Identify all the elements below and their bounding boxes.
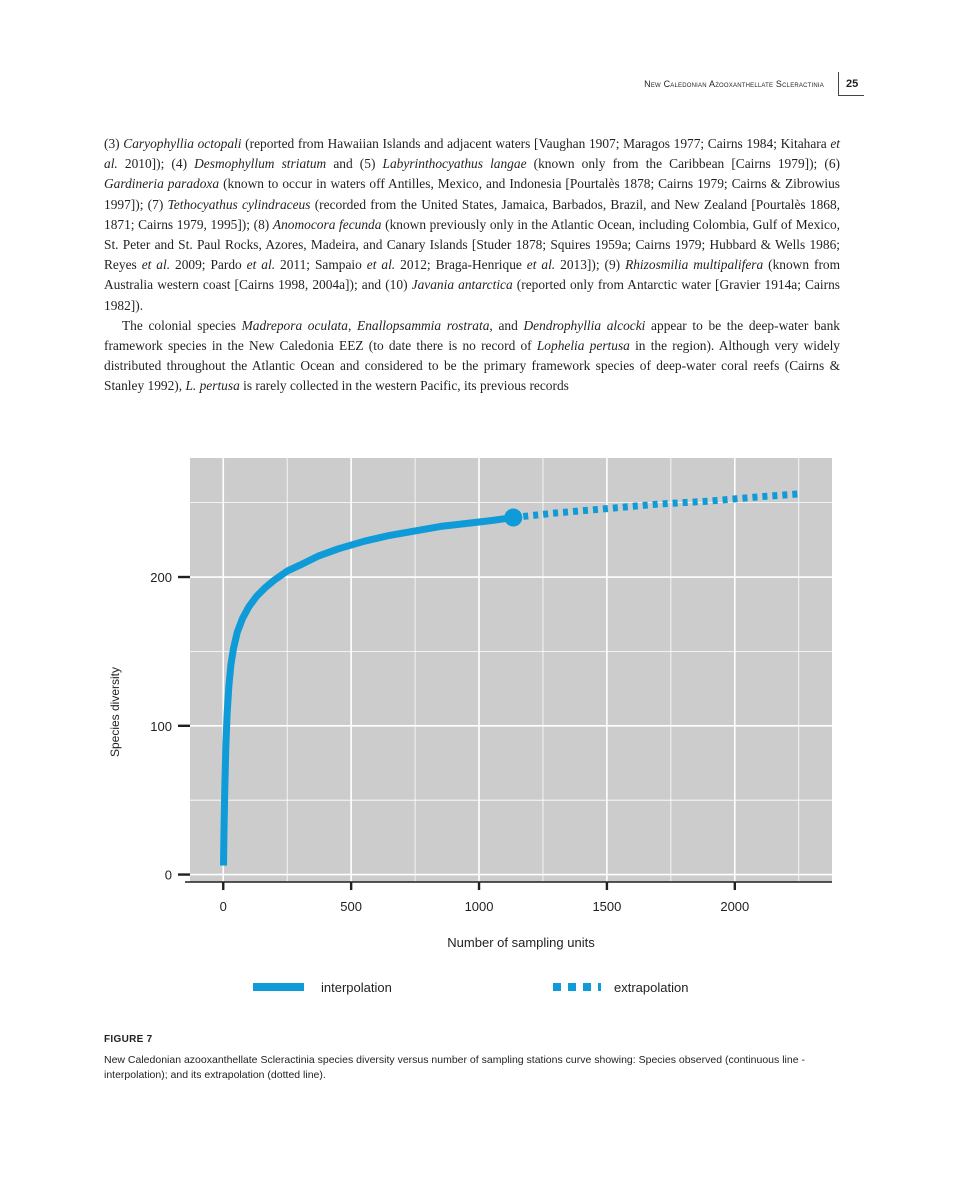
text-run: (reported from Hawaiian Islands and adjacent waters [Vaughan 1907; Maragos 1977; Cairns 1984; Kitahara: [241, 136, 831, 151]
legend-label-extrapolation: extrapolation: [614, 980, 689, 995]
taxon-italic: Rhizosmilia multipalifera: [625, 257, 764, 273]
text-run: (3): [104, 136, 124, 151]
text-run: in the region). Although very widely distributed throughout the Atlantic Ocean and considered to be the primary framework species of deep-water coral reefs (Cairns & Stanley 1992),: [104, 338, 840, 394]
x-tick-label: 0: [219, 899, 227, 914]
taxon-italic: Anomocora fecunda: [272, 216, 382, 232]
x-tick-label: 2000: [720, 899, 750, 914]
figure-caption: New Caledonian azooxanthellate Scleractinia species diversity versus number of sampling stations curve showing: Species observed (continuous line - interpolation); and its extrapolation (dotted line).: [104, 1054, 805, 1081]
taxon-italic: Enallopsammia rostrata: [357, 317, 490, 333]
taxon-italic: L. pertusa: [185, 378, 240, 394]
y-tick-label: 100: [150, 718, 172, 734]
text-run: (reported only from Antarctic water [Gravier 1914a; Cairns 1982]).: [104, 277, 841, 313]
y-tick-label: 0: [164, 867, 172, 883]
taxon-italic: et al.: [366, 257, 396, 273]
taxon-italic: et al.: [246, 257, 276, 273]
text-run: (known to occur in waters off Antilles, Mexico, and Indonesia [Pourtalès 1878; Cairns 1979; Cairns & Zibrowius 1997]); (7): [104, 176, 840, 212]
text-run: is rarely collected in the western Pacific, its previous records: [239, 378, 569, 394]
taxon-italic: Javania antarctica: [411, 277, 513, 293]
taxon-italic: Dendrophyllia alcocki: [523, 317, 646, 333]
text-run: 2012; Braga-Henrique: [395, 257, 527, 273]
text-run: appear to be the deep-water bank framework species in the New Caledonia EEZ (to date there is no record of: [104, 317, 841, 354]
text-run: and (5): [326, 156, 383, 172]
page-number: 25: [846, 78, 859, 90]
text-run: 2011; Sampaio: [275, 257, 367, 273]
taxon-italic: et al.: [104, 136, 841, 172]
text-run: ,: [347, 317, 358, 333]
taxon-italic: Gardineria paradoxa: [104, 176, 220, 192]
legend-label-interpolation: interpolation: [321, 980, 392, 995]
text-run: , and: [489, 317, 524, 333]
junction-marker: [504, 509, 522, 527]
taxon-italic: et al.: [526, 257, 556, 273]
taxon-italic: et al.: [141, 257, 171, 273]
figure-label: FIGURE 7: [104, 1034, 153, 1045]
taxon-italic: Lophelia pertusa: [536, 338, 630, 354]
taxon-italic: Desmophyllum striatum: [194, 156, 327, 172]
text-run: 2013]); (9): [555, 257, 626, 273]
taxon-italic: Tethocyathus cylindraceus: [167, 196, 311, 212]
text-run: (recorded from the United States, Jamaica, Barbados, Brazil, and New Zealand [Pourtalès 1868, 1871; Cairns 1979, 1995]); (8): [104, 196, 840, 232]
x-tick-label: 500: [340, 899, 362, 914]
taxon-italic: Labyrinthocyathus langae: [382, 156, 527, 172]
text-run: (known from Australia western coast [Cairns 1998, 2004a]); and (10): [104, 257, 841, 293]
text-run: The colonial species: [122, 317, 242, 333]
y-axis-label: Species diversity: [108, 666, 122, 758]
x-tick-label: 1000: [464, 899, 494, 914]
y-tick-label: 200: [150, 570, 172, 586]
text-run: (known previously only in the Atlantic Ocean, including Colombia, Gulf of Mexico, St. Peter and St. Paul Rocks, Azores, Madeira, and Canary Islands [Studer 1878; Squires 1959a; Cairns 1979; Hubbard & Wells 1986; Reyes: [104, 216, 840, 273]
running-head: New Caledonian Azooxanthellate Scleractinia: [644, 79, 824, 89]
taxon-italic: Madrepora oculata: [241, 317, 348, 333]
text-run: (known only from the Caribbean [Cairns 1979]); (6): [526, 156, 841, 172]
text-run: 2009; Pardo: [170, 257, 247, 273]
x-tick-label: 1500: [592, 899, 622, 914]
x-axis-label: Number of sampling units: [447, 935, 595, 950]
taxon-italic: Caryophyllia octopali: [123, 136, 242, 151]
text-run: 2010]); (4): [117, 156, 195, 172]
